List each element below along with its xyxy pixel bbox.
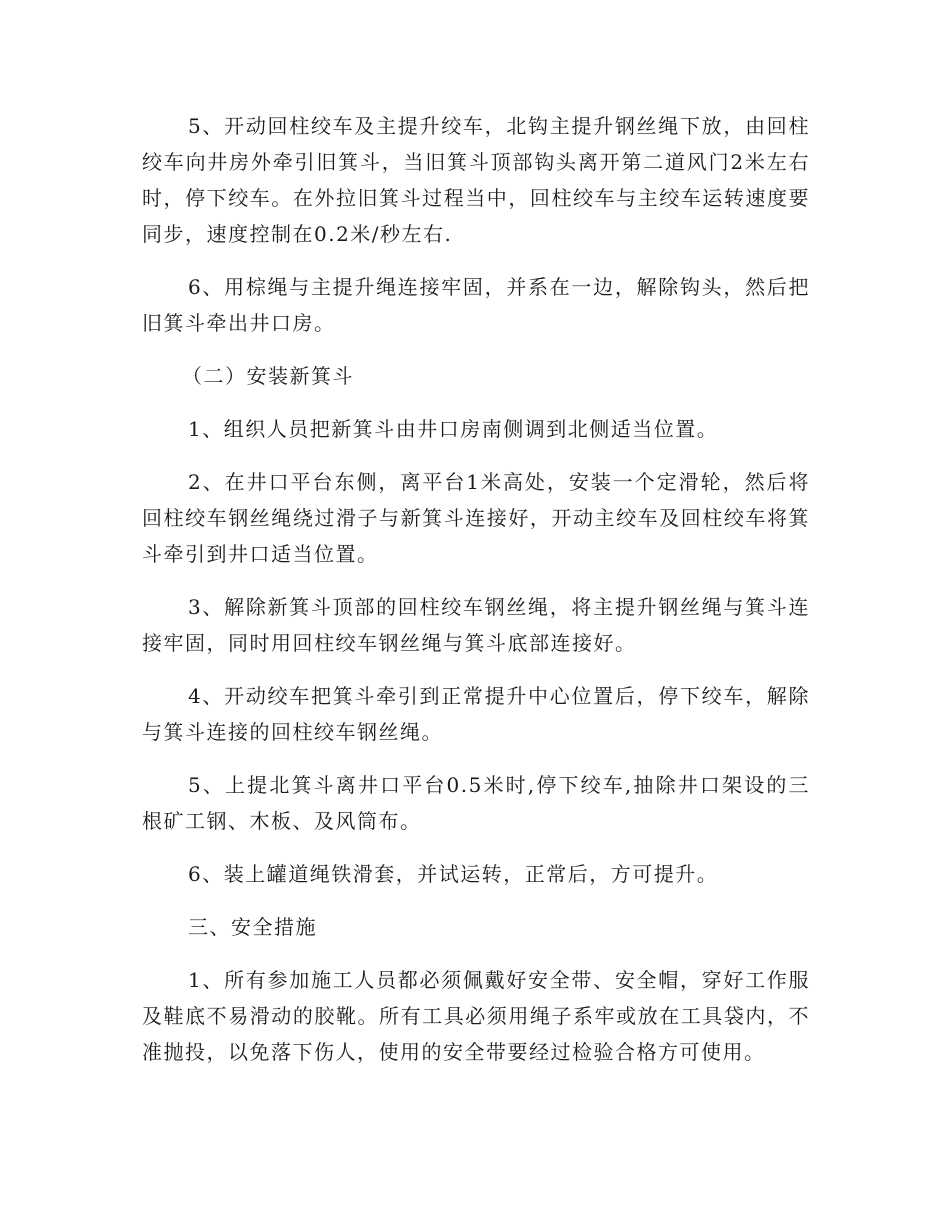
- paragraph-install-step-4: 4、开动绞车把箕斗牵引到正常提升中心位置后，停下绞车，解除与箕斗连接的回柱绞车钢丝绳。: [142, 684, 810, 744]
- paragraph-install-step-3: 3、解除新箕斗顶部的回柱绞车钢丝绳，将主提升钢丝绳与箕斗连接牢固，同时用回柱绞车钢丝绳与箕斗底部连接好。: [142, 595, 810, 655]
- paragraph-install-step-5: 5、上提北箕斗离井口平台0.5米时,停下绞车,抽除井口架设的三根矿工钢、木板、及风筒布。: [142, 773, 810, 833]
- paragraph-install-step-1: 1、组织人员把新箕斗由井口房南侧调到北侧适当位置。: [188, 417, 719, 441]
- paragraph-install-step-2: 2、在井口平台东侧，离平台1米高处，安装一个定滑轮，然后将回柱绞车钢丝绳绕过滑子与新箕斗连接好，开动主绞车及回柱绞车将箕斗牵引到井口适当位置。: [142, 470, 810, 566]
- paragraph-install-step-6: 6、装上罐道绳铁滑套，并试运转，正常后，方可提升。: [188, 862, 719, 886]
- paragraph-step-5-remove: 5、开动回柱绞车及主提升绞车，北钩主提升钢丝绳下放，由回柱绞车向井房外牵引旧箕斗，当旧箕斗顶部钩头离开第二道风门2米左右时，停下绞车。在外拉旧箕斗过程当中，回柱绞车与主绞车运转速度要同步，速度控制在0.2米/秒左右.: [142, 114, 810, 246]
- section-heading-safety: 三、安全措施: [188, 915, 317, 939]
- section-heading-install: （二）安装新箕斗: [182, 364, 354, 388]
- paragraph-step-6-remove: 6、用棕绳与主提升绳连接牢固，并系在一边，解除钩头，然后把旧箕斗牵出井口房。: [142, 275, 810, 335]
- paragraph-safety-step-1: 1、所有参加施工人员都必须佩戴好安全带、安全帽，穿好工作服及鞋底不易滑动的胶靴。所有工具必须用绳子系牢或放在工具袋内，不准抛投，以免落下伤人，使用的安全带要经过检验合格方可使用。: [142, 968, 810, 1064]
- document-body: [142, 108, 810, 1087]
